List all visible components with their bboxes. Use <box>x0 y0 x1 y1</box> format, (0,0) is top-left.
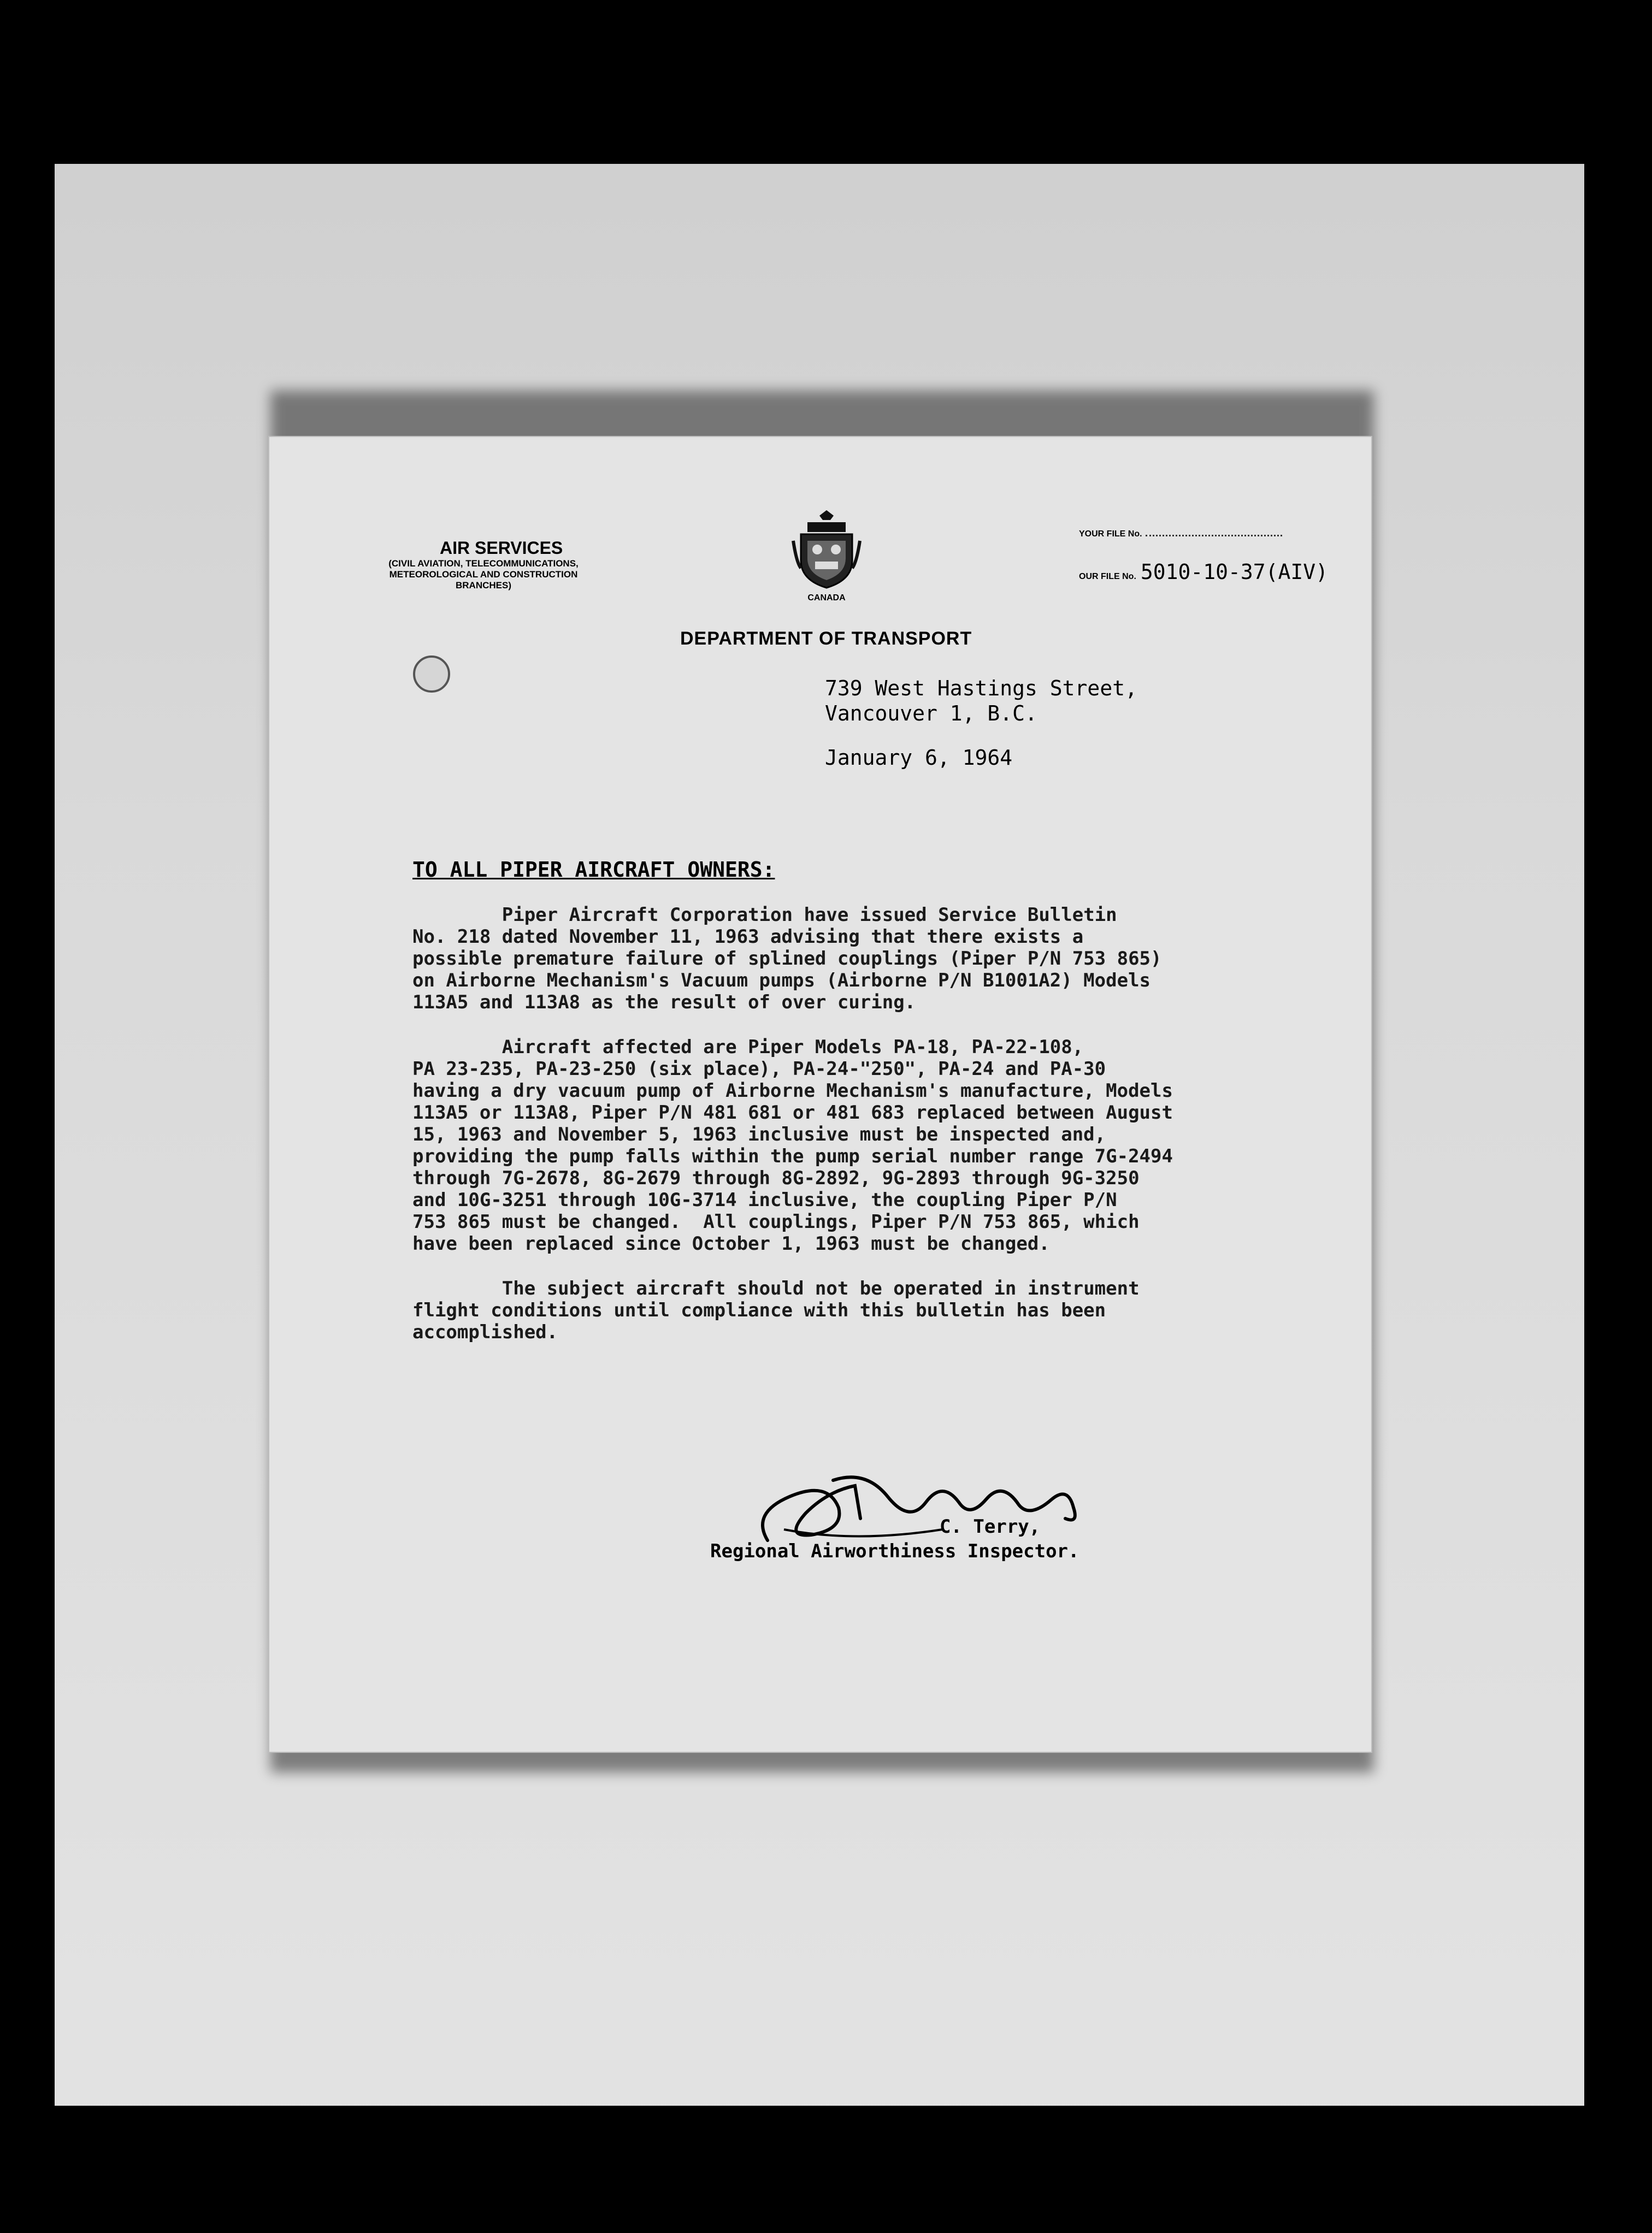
frame-divider <box>295 2106 299 2163</box>
letter-date: January 6, 1964 <box>825 746 1013 770</box>
department-title: DEPARTMENT OF TRANSPORT <box>680 628 972 649</box>
our-file-row <box>1079 560 1328 593</box>
crest <box>791 508 862 603</box>
letter-body <box>412 904 1237 1366</box>
frame-divider <box>866 109 870 164</box>
frame-divider <box>869 2106 873 2163</box>
body-paragraph: Aircraft affected are Piper Models PA-18, PA-22-108, PA 23-235, PA-23-250 (six place), PA-24-"250", PA-24 and PA-30 having a dry vacuum pump of Airborne Mechanism's manufacture, Models 113A5 or 113A8, Piper P/N 481 681 or 481 683 replaced between August 15, 1963 and November 5, 1963 inclusive must be inspected and, providing the pump falls within the pump serial number range 7G-2494 through 7G-2678, 8G-2679 through 8G-2892, 9G-2893 through 9G-3250 and 10G-3251 through 10G-3714 inclusive, the coupling Piper P/N 753 865 must be changed. All couplings, Piper P/N 753 865, which have been replaced since October 1, 1963 must be changed. <box>412 1036 1173 1255</box>
address-line: 739 West Hastings Street, <box>825 676 1137 700</box>
branches-line: BRANCHES) <box>456 580 511 590</box>
sender-address <box>825 676 1137 726</box>
body-paragraph: The subject aircraft should not be operated in instrument flight conditions until compliance with this bulletin has been accomplished. <box>412 1278 1140 1343</box>
service-name: AIR SERVICES <box>440 538 563 558</box>
address-line: Vancouver 1, B.C. <box>825 701 1037 725</box>
coat-of-arms-icon <box>791 508 862 590</box>
file-number-block <box>1079 527 1328 593</box>
letterhead-branch <box>347 538 620 591</box>
branches-line: (CIVIL AVIATION, TELECOMMUNICATIONS, <box>388 558 579 569</box>
punch-hole <box>413 655 450 693</box>
frame-divider <box>1453 2106 1458 2163</box>
signatory-name: C. Terry, <box>940 1516 1041 1538</box>
salutation: TO ALL PIPER AIRCRAFT OWNERS: <box>412 858 775 882</box>
your-file-blank <box>1146 527 1282 536</box>
crest-label: CANADA <box>807 593 846 602</box>
your-file-row <box>1079 527 1328 560</box>
our-file-label: OUR FILE No. <box>1079 572 1136 581</box>
our-file-value: 5010-10-37(AIV) <box>1140 560 1329 584</box>
signatory-title: Regional Airworthiness Inspector. <box>710 1540 1079 1562</box>
frame-bottom-border <box>55 2106 1584 2163</box>
frame-divider <box>1450 109 1455 164</box>
frame-divider <box>284 109 288 164</box>
body-paragraph: Piper Aircraft Corporation have issued Service Bulletin No. 218 dated November 11, 1963 advising that there exists a possible premature failure of splined couplings (Piper P/N 753 865) on Airborne Mechanism's Vacuum pumps (Airborne P/N B1001A2) Models 113A5 and 113A8 as the result of over curing. <box>412 904 1162 1013</box>
branches-line: METEOROLOGICAL AND CONSTRUCTION <box>389 569 578 580</box>
your-file-label: YOUR FILE No. <box>1079 529 1142 539</box>
